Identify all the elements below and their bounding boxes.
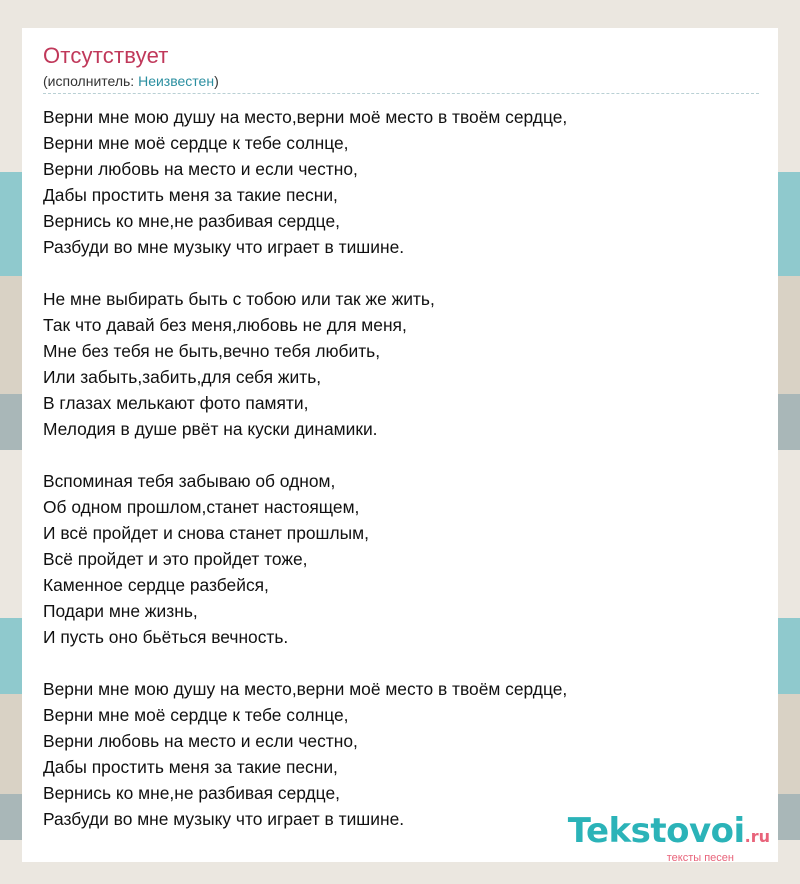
lyric-line: Вернись ко мне,не разбивая сердце, bbox=[43, 211, 340, 231]
verse-gap bbox=[43, 260, 759, 286]
lyric-line: Мне без тебя не быть,вечно тебя любить, bbox=[43, 341, 381, 361]
lyric-line: Каменное сердце разбейся, bbox=[43, 575, 269, 595]
verse-1 bbox=[43, 104, 759, 260]
artist-link[interactable]: Неизвестен bbox=[138, 73, 215, 89]
lyric-line: Верни любовь на место и если честно, bbox=[43, 159, 358, 179]
lyric-line: Верни мне мою душу на место,верни моё место в твоём сердце, bbox=[43, 679, 568, 699]
lyric-line: Вспоминая тебя забываю об одном, bbox=[43, 471, 336, 491]
lyric-line: Об одном прошлом,станет настоящем, bbox=[43, 497, 360, 517]
lyric-line: В глазах мелькают фото памяти, bbox=[43, 393, 309, 413]
logo-name: Tekstovoi bbox=[567, 811, 745, 851]
lyric-line: И всё пройдет и снова станет прошлым, bbox=[43, 523, 369, 543]
logo-wordmark bbox=[567, 811, 770, 854]
lyric-line: Дабы простить меня за такие песни, bbox=[43, 757, 338, 777]
lyric-line: Вернись ко мне,не разбивая сердце, bbox=[43, 783, 340, 803]
lyric-line: Подари мне жизнь, bbox=[43, 601, 198, 621]
artist-line bbox=[43, 71, 759, 91]
verse-gap bbox=[43, 442, 759, 468]
lyrics-card bbox=[22, 28, 778, 862]
artist-suffix: ) bbox=[214, 73, 219, 89]
lyric-line: Мелодия в душе рвёт на куски динамики. bbox=[43, 419, 378, 439]
lyric-line: Верни мне моё сердце к тебе солнце, bbox=[43, 705, 349, 725]
verse-3 bbox=[43, 468, 759, 650]
verse-2 bbox=[43, 286, 759, 442]
lyric-line: Верни мне мою душу на место,верни моё место в твоём сердце, bbox=[43, 107, 568, 127]
lyric-line: Всё пройдет и это пройдет тоже, bbox=[43, 549, 308, 569]
lyric-line: Так что давай без меня,любовь не для меня, bbox=[43, 315, 407, 335]
lyric-line: Верни мне моё сердце к тебе солнце, bbox=[43, 133, 349, 153]
lyric-line: Дабы простить меня за такие песни, bbox=[43, 185, 338, 205]
lyric-line: Или забыть,забить,для себя жить, bbox=[43, 367, 322, 387]
artist-prefix: (исполнитель: bbox=[43, 73, 139, 89]
logo-tagline: тексты песен bbox=[666, 852, 734, 864]
title-divider bbox=[43, 93, 759, 94]
lyric-line: И пусть оно бьёться вечность. bbox=[43, 627, 289, 647]
lyric-line: Разбуди во мне музыку что играет в тишине. bbox=[43, 237, 405, 257]
verse-4 bbox=[43, 676, 759, 832]
lyric-line: Разбуди во мне музыку что играет в тишине. bbox=[43, 809, 405, 829]
verse-gap bbox=[43, 650, 759, 676]
lyric-line: Не мне выбирать быть с тобою или так же жить, bbox=[43, 289, 435, 309]
logo-domain: .ru bbox=[744, 827, 770, 846]
lyrics-card-content bbox=[43, 42, 759, 832]
lyrics-text bbox=[43, 104, 759, 832]
song-title: Отсутствует bbox=[43, 43, 169, 68]
lyric-line: Верни любовь на место и если честно, bbox=[43, 731, 358, 751]
tekstovoi-logo[interactable] bbox=[567, 811, 770, 864]
